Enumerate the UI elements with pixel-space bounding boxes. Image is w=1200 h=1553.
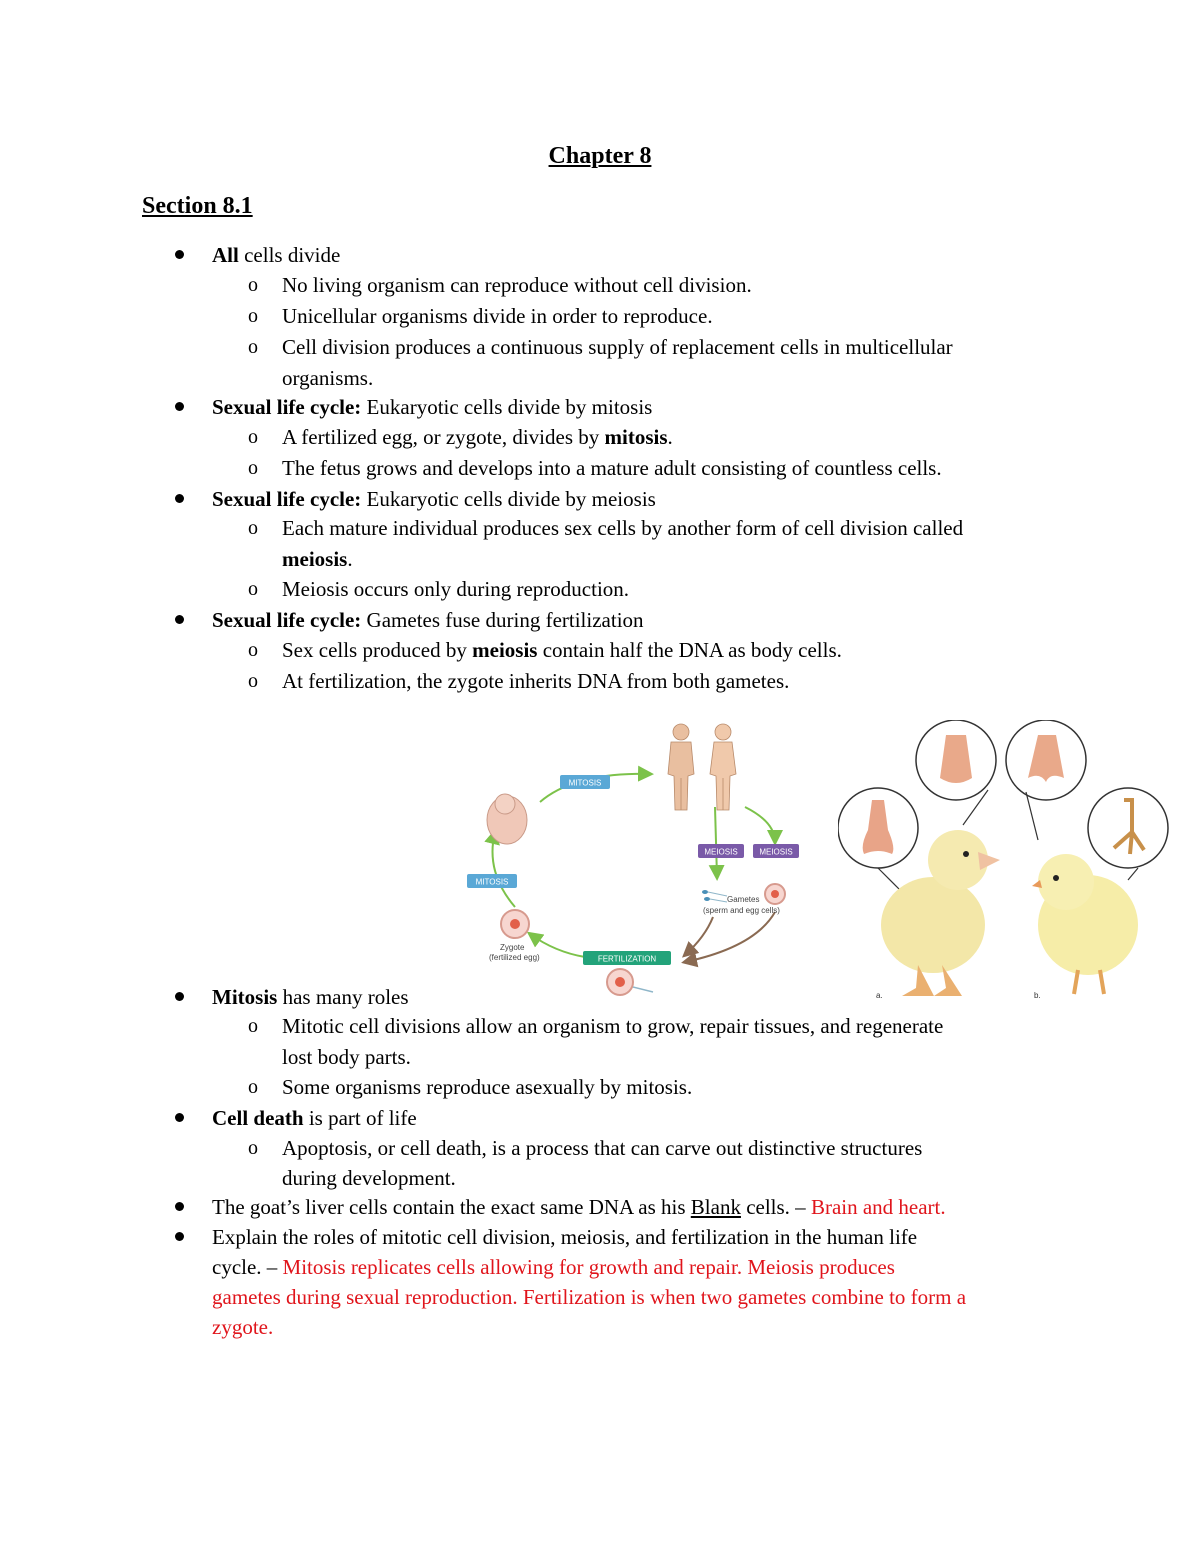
blank-underlined-word: Blank	[690, 1195, 741, 1219]
bullet-explain-question: Explain the roles of mitotic cell division, meiosis, and fertilization in the human life	[212, 1225, 918, 1249]
arrow-gamete-1	[685, 917, 713, 955]
figure-label-b: b.	[1034, 991, 1041, 1000]
zygote-sub-label: (fertilized egg)	[489, 953, 540, 962]
explain-answer-line-3: zygote.	[212, 1315, 274, 1339]
bullet-mitosis-roles: Mitosis has many roles	[212, 985, 409, 1009]
answer-text: Brain and heart.	[810, 1195, 946, 1219]
gametes-sub-label: (sperm and egg cells)	[703, 906, 780, 915]
sub-marker: o	[248, 274, 258, 296]
bullet-dot	[175, 250, 184, 259]
meiosis-label-2	[753, 844, 799, 858]
chick-icon	[1032, 854, 1138, 994]
explain-answer-line-1: cycle. – Mitosis replicates cells allowing for growth and repair. Meiosis produces	[212, 1255, 895, 1279]
bullet-sexual-life-cycle-fertilization: Sexual life cycle: Gametes fuse during fertilization	[212, 608, 644, 632]
figure-label-a: a.	[876, 991, 883, 1000]
bullet-dot	[175, 992, 184, 1001]
sub-item-continuation: meiosis.	[282, 547, 353, 571]
duck-foot-circle	[838, 788, 918, 868]
bullet-dot	[175, 1232, 184, 1241]
meiosis-label-1	[698, 844, 744, 858]
section-heading: Section 8.1	[142, 193, 253, 219]
sub-marker: o	[248, 517, 258, 539]
arrow-gamete-2	[685, 912, 775, 962]
sub-item: Each mature individual produces sex cells by another form of cell division called	[282, 516, 964, 540]
sub-marker: o	[248, 578, 258, 600]
bullet-dot	[175, 1202, 184, 1211]
mitosis-left-label	[467, 874, 517, 888]
bullet-goat-question: The goat’s liver cells contain the exact same DNA as his Blank cells. – Brain and heart.	[212, 1195, 946, 1219]
embryo-foot-webbed-circle	[916, 720, 996, 800]
adult-male-icon	[668, 724, 694, 810]
sub-item-continuation: organisms.	[282, 366, 374, 390]
bullet-all-cells-divide: All cells divide	[212, 243, 341, 267]
chapter-title: Chapter 8	[548, 143, 652, 169]
explain-answer-line-2: gametes during sexual reproduction. Fertilization is when two gametes combine to form a	[212, 1285, 967, 1309]
sub-item: Mitotic cell divisions allow an organism to grow, repair tissues, and regenerate	[282, 1014, 944, 1038]
sub-marker: o	[248, 457, 258, 479]
bullet-dot	[175, 494, 184, 503]
sub-marker: o	[248, 426, 258, 448]
sub-item: A fertilized egg, or zygote, divides by mitosis.	[282, 425, 673, 449]
sub-item: Cell division produces a continuous supply of replacement cells in multicellular	[282, 335, 953, 359]
sub-item: Sex cells produced by meiosis contain half the DNA as body cells.	[282, 638, 842, 662]
sub-item: Some organisms reproduce asexually by mitosis.	[282, 1075, 693, 1099]
chick-foot-circle	[1088, 788, 1168, 868]
gametes-label: Gametes	[727, 895, 760, 904]
arrow-meiosis-1	[715, 807, 717, 877]
svg-text:MITOSIS: MITOSIS	[568, 778, 602, 788]
sub-item: No living organism can reproduce without cell division.	[282, 273, 752, 297]
bullet-dot	[175, 402, 184, 411]
sub-marker: o	[248, 1076, 258, 1098]
sub-marker: o	[248, 336, 258, 358]
duck-chick-foot-figure	[838, 720, 1178, 1000]
sub-marker: o	[248, 639, 258, 661]
svg-text:FERTILIZATION: FERTILIZATION	[597, 954, 657, 964]
sub-marker: o	[248, 670, 258, 692]
adult-female-icon	[710, 724, 736, 810]
fertilization-egg-icon	[607, 969, 653, 995]
zygote-icon	[501, 910, 529, 938]
bullet-sexual-life-cycle-mitosis: Sexual life cycle: Eukaryotic cells divide by mitosis	[212, 395, 653, 419]
fetus-icon	[487, 794, 527, 844]
sub-item: Meiosis occurs only during reproduction.	[282, 577, 630, 601]
fertilization-label	[583, 951, 671, 965]
sub-item: Unicellular organisms divide in order to reproduce.	[282, 304, 713, 328]
sub-item: Apoptosis, or cell death, is a process that can carve out distinctive structures	[282, 1136, 923, 1160]
bullet-sexual-life-cycle-meiosis: Sexual life cycle: Eukaryotic cells divide by meiosis	[212, 487, 656, 511]
bullet-dot	[175, 1113, 184, 1122]
svg-text:MEIOSIS: MEIOSIS	[704, 847, 738, 857]
bullet-cell-death: Cell death is part of life	[212, 1106, 417, 1130]
human-life-cycle-figure	[455, 712, 815, 1002]
embryo-foot-chick-circle	[1006, 720, 1086, 800]
svg-text:MEIOSIS: MEIOSIS	[759, 847, 793, 857]
zygote-label: Zygote	[500, 943, 525, 952]
sub-marker: o	[248, 305, 258, 327]
svg-text:MITOSIS: MITOSIS	[475, 877, 509, 887]
sub-item: The fetus grows and develops into a mature adult consisting of countless cells.	[282, 456, 942, 480]
mitosis-top-label	[560, 775, 610, 789]
bullet-dot	[175, 615, 184, 624]
sub-item-continuation: lost body parts.	[282, 1045, 411, 1069]
arrow-meiosis-2	[745, 807, 775, 842]
sub-marker: o	[248, 1015, 258, 1037]
sub-marker: o	[248, 1137, 258, 1159]
sub-item-continuation: during development.	[282, 1166, 456, 1190]
sub-item: At fertilization, the zygote inherits DNA from both gametes.	[282, 669, 790, 693]
